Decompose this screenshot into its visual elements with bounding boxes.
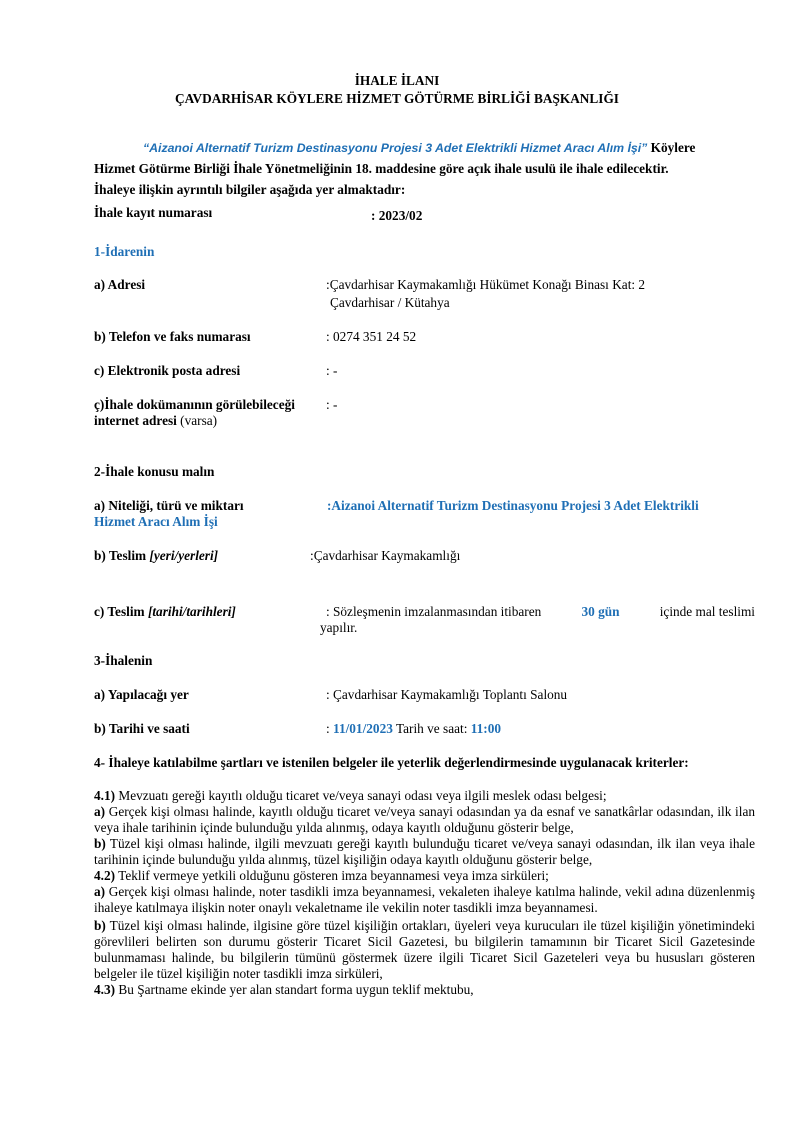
project-title-quote: “Aizanoi Alternatif Turizm Destinasyonu Projesi 3 Adet Elektrikli Hizmet Aracı Alım İşi” xyxy=(143,141,648,155)
clause-4-3: 4.3) Bu Şartname ekinde yer alan standart forma uygun teklif mektubu, xyxy=(94,982,474,997)
address-value-line-2: Çavdarhisar / Kütahya xyxy=(330,295,450,310)
phone-value: : 0274 351 24 52 xyxy=(326,329,417,344)
section-4-body xyxy=(94,788,755,998)
clause-4-2-a: a) Gerçek kişi olması halinde, noter tasdikli imza beyannamesi, vekaleten ihaleye katılma halinde, vekil adına düzenlenmiş ihaleye katılmaya ilişkin noter onaylı vekaletname ile vekilin noter tasdikli imza beyannamesi. xyxy=(94,884,755,915)
document-url-label-line-1: ç)İhale dokümanının görülebileceği xyxy=(94,397,295,412)
address-value-line-1: :Çavdarhisar Kaymakamlığı Hükümet Konağı Binası Kat: 2 xyxy=(326,277,646,292)
tender-date: 11/01/2023 xyxy=(333,721,393,736)
clause-4-2-b: b) Tüzel kişi olması halinde, ilgisine göre tüzel kişiliğin ortakları, üyeleri veya kurucuları ile tüzel kişiliğin yönetimindeki görevlileri belirten son durumu gösterir Ticaret Sicil Gazetesi, bu bilgilerin tamamının bir Ticaret Sicil Gazetesinde bulunmaması halinde, bu bilgilerin tümünü göstermek üzere ilgili Ticaret Sicil Gazeteleri veya bu hususları gösteren belgeler ile tüzel kişiliğin noter tasdikli imza sirküleri, xyxy=(94,918,755,981)
section-1-heading: 1-İdarenin xyxy=(94,244,155,259)
tender-time: 11:00 xyxy=(470,721,502,736)
delivery-date-label: c) Teslim [tarihi/tarihleri] xyxy=(94,604,236,619)
section-2-heading: 2-İhale konusu malın xyxy=(94,464,215,479)
address-label: a) Adresi xyxy=(94,277,146,292)
delivery-place-value: :Çavdarhisar Kaymakamlığı xyxy=(310,548,461,563)
document-url-value: : - xyxy=(326,397,338,412)
section-4-heading: 4- İhaleye katılabilme şartları ve istenilen belgeler ile yeterlik değerlendirmesinde uygulanacak kriterler: xyxy=(94,755,689,770)
delivery-days: 30 gün xyxy=(581,604,620,619)
announcement-title: İHALE İLANI xyxy=(354,73,440,88)
document-url-label-line-2: internet adresi (varsa) xyxy=(94,413,218,428)
registration-value: : 2023/02 xyxy=(371,208,423,223)
tender-datetime-value: : 11/01/2023 Tarih ve saat: 11:00 xyxy=(326,721,502,736)
clause-4-1-a: a) Gerçek kişi olması halinde, kayıtlı olduğu ticaret ve/veya sanayi odasından ya da esnaf ve sanatkârlar odasından, ilk ilan veya ihale tarihinin içinde bulunduğu yılda alınmış, odaya kayıtlı olduğunu gösterir belge, xyxy=(94,804,755,835)
intro-line-2: Hizmet Götürme Birliği İhale Yönetmeliğinin 18. maddesine göre açık ihale usulü ile ihale edilecektir. xyxy=(94,161,669,176)
clause-4-1: 4.1) Mevzuatı gereği kayıtlı olduğu ticaret ve/veya sanayi odası veya ilgili meslek odası belgesi; xyxy=(94,788,607,803)
clause-4-2: 4.2) Teklif vermeye yetkili olduğunu gösteren imza beyannamesi veya imza sirküleri; xyxy=(94,868,549,883)
intro-line-3: İhaleye ilişkin ayrıntılı bilgiler aşağıda yer almaktadır: xyxy=(94,182,406,197)
goods-type-value-line-1: :Aizanoi Alternatif Turizm Destinasyonu Projesi 3 Adet Elektrikli xyxy=(327,498,699,513)
tender-datetime-label: b) Tarihi ve saati xyxy=(94,721,190,736)
institution-title: ÇAVDARHİSAR KÖYLERE HİZMET GÖTÜRME BİRLİĞİ BAŞKANLIĞI xyxy=(175,91,619,106)
section-3-heading: 3-İhalenin xyxy=(94,653,153,668)
tender-place-label: a) Yapılacağı yer xyxy=(94,687,189,702)
email-value: : - xyxy=(326,363,338,378)
goods-type-label: a) Niteliği, türü ve miktarı xyxy=(94,498,244,513)
intro-line-1-tail: Köylere xyxy=(650,140,696,155)
registration-label: İhale kayıt numarası xyxy=(94,205,213,220)
intro-line-1 xyxy=(143,140,695,156)
clause-4-1-b: b) Tüzel kişi olması halinde, ilgili mevzuatı gereği kayıtlı bulunduğu ticaret ve/veya sanayi odasından, ilk ilan veya ihale tarihinin içinde bulunduğu yılda alınmış, tüzel kişiliğin odaya kayıtlı olduğunu gösterir belge, xyxy=(94,836,755,867)
delivery-date-value-line-1: : Sözleşmenin imzalanmasından itibaren 30 gün içinde mal teslimi xyxy=(326,604,755,619)
email-label: c) Elektronik posta adresi xyxy=(94,363,241,378)
phone-label: b) Telefon ve faks numarası xyxy=(94,329,251,344)
delivery-place-label: b) Teslim [yeri/yerleri] xyxy=(94,548,219,563)
delivery-date-value-line-2: yapılır. xyxy=(320,620,358,635)
tender-place-value: : Çavdarhisar Kaymakamlığı Toplantı Salonu xyxy=(326,687,568,702)
goods-type-value-line-2: Hizmet Aracı Alım İşi xyxy=(94,514,218,529)
